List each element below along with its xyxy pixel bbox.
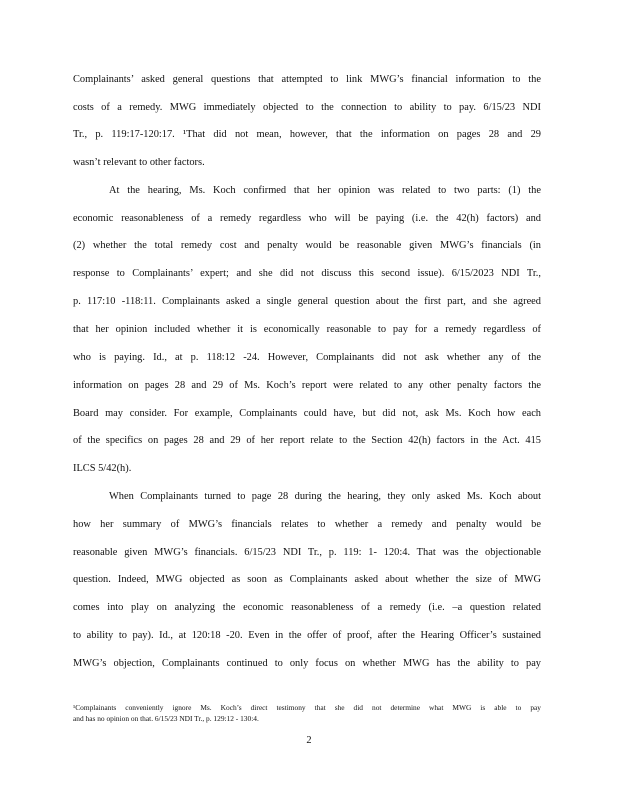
body-line: (2) whether the total remedy cost and penalty would be reasonable given MWG’s financials (in bbox=[73, 240, 541, 251]
page-number: 2 bbox=[306, 735, 312, 746]
body-line: information on pages 28 and 29 of Ms. Koch’s report were related to any other penalty factors the bbox=[73, 380, 541, 391]
body-line: Tr., p. 119:17-120:17. ¹That did not mean, however, that the information on pages 28 and 29 bbox=[73, 129, 541, 140]
body-line: who is paying. Id., at p. 118:12 -24. However, Complainants did not ask whether any of the bbox=[73, 352, 541, 363]
body-line: question. Indeed, MWG objected as soon as Complainants asked about whether the size of MWG bbox=[73, 574, 541, 585]
body-line: comes into play on analyzing the economic reasonableness of a remedy (i.e. –a question related bbox=[73, 602, 541, 613]
body-line: response to Complainants’ expert; and she did not discuss this second issue). 6/15/2023 NDI Tr., bbox=[73, 268, 541, 279]
body-line: Complainants’ asked general questions that attempted to link MWG’s financial information to the bbox=[73, 74, 541, 85]
body-line: how her summary of MWG’s financials relates to whether a remedy and penalty would be bbox=[73, 519, 541, 530]
body-line: ILCS 5/42(h). bbox=[73, 463, 132, 474]
footnote-line: and has no opinion on that. 6/15/23 NDI Tr., p. 129:12 - 130:4. bbox=[73, 714, 259, 723]
footnote-line: ¹Complainants conveniently ignore Ms. Koch’s direct testimony that she did not determine what MWG is able to pay bbox=[73, 703, 541, 712]
body-line: costs of a remedy. MWG immediately objected to the connection to ability to pay. 6/15/23 NDI bbox=[73, 102, 541, 113]
body-line: of the specifics on pages 28 and 29 of her report relate to the Section 42(h) factors in the Act. 415 bbox=[73, 435, 541, 446]
body-line: wasn’t relevant to other factors. bbox=[73, 157, 205, 168]
body-line: p. 117:10 -118:11. Complainants asked a single general question about the first part, and she agreed bbox=[73, 296, 541, 307]
body-line: Board may consider. For example, Complainants could have, but did not, ask Ms. Koch how each bbox=[73, 408, 541, 419]
body-line: When Complainants turned to page 28 during the hearing, they only asked Ms. Koch about bbox=[109, 491, 541, 502]
body-line: that her opinion included whether it is economically reasonable to pay for a remedy regardless of bbox=[73, 324, 541, 335]
body-line: At the hearing, Ms. Koch confirmed that her opinion was related to two parts: (1) the bbox=[109, 185, 541, 196]
body-line: reasonable given MWG’s financials. 6/15/23 NDI Tr., p. 119: 1- 120:4. That was the objectionable bbox=[73, 547, 541, 558]
body-line: economic reasonableness of a remedy regardless who will be paying (i.e. the 42(h) factors) and bbox=[73, 213, 541, 224]
body-line: MWG’s objection, Complainants continued to only focus on whether MWG has the ability to pay bbox=[73, 658, 541, 669]
body-line: to ability to pay). Id., at 120:18 -20. Even in the offer of proof, after the Hearing Officer’s sustained bbox=[73, 630, 541, 641]
